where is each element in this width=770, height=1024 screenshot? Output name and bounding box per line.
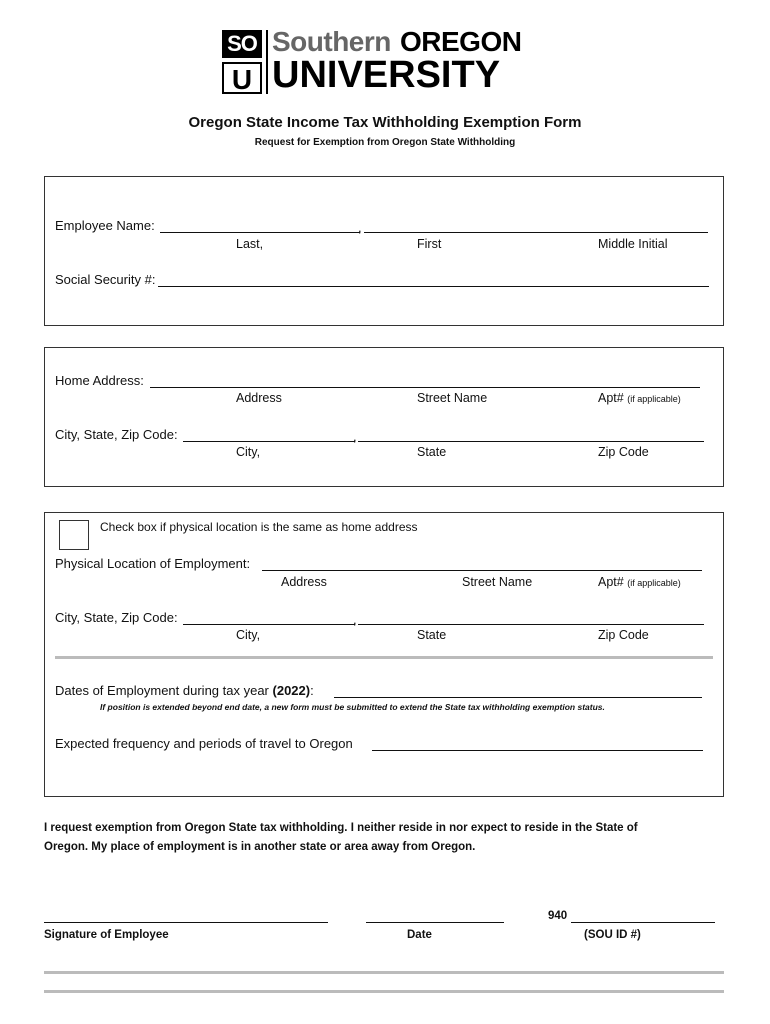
physical-zip-caption: Zip Code: [598, 628, 649, 642]
home-city-caption: City,: [236, 445, 261, 459]
section-divider: [55, 656, 713, 659]
ssn-field[interactable]: [158, 286, 709, 287]
statement-line-1: I request exemption from Oregon State tax withholding. I neither reside in nor expect to reside in the State of: [44, 822, 638, 834]
home-address-caption: Address: [236, 391, 282, 405]
physical-csz-comma: ,: [353, 612, 357, 627]
home-csz-comma: ,: [353, 429, 357, 444]
home-apt-text: Apt#: [598, 391, 624, 405]
ssn-label: Social Security #:: [55, 272, 156, 287]
form-subtitle: Request for Exemption from Oregon State Withholding: [254, 137, 516, 148]
physical-apt-caption: [598, 575, 681, 589]
logo-divider: [266, 30, 268, 94]
last-caption: Last,: [236, 237, 264, 251]
footer-rule-1: [44, 971, 724, 974]
physical-csz-label: City, State, Zip Code:: [55, 610, 178, 625]
same-address-checkbox[interactable]: [59, 520, 89, 550]
dates-note: If position is extended beyond end date, a new form must be submitted to extend the State tax withholding exemption status.: [100, 702, 605, 712]
dates-colon: :: [310, 683, 314, 698]
employment-section: [44, 512, 724, 797]
home-zip-caption: Zip Code: [598, 445, 649, 459]
home-csz-label: City, State, Zip Code:: [55, 427, 178, 442]
physical-street-caption: Street Name: [462, 575, 533, 589]
logo-mark-top: SO: [222, 30, 262, 58]
middle-initial-caption: Middle Initial: [598, 237, 668, 251]
physical-state-caption: State: [417, 628, 447, 642]
home-state-zip-field[interactable]: [358, 441, 704, 442]
physical-address-field[interactable]: [262, 570, 702, 571]
employee-info-section: [44, 176, 724, 326]
travel-label: Expected frequency and periods of travel to Oregon: [55, 736, 353, 751]
dates-label-text: Dates of Employment during tax year: [55, 683, 269, 698]
physical-address-caption: Address: [281, 575, 327, 589]
logo-mark-bottom: U: [222, 62, 262, 94]
travel-field[interactable]: [372, 750, 703, 751]
physical-location-label: Physical Location of Employment:: [55, 556, 251, 571]
date-field[interactable]: [366, 922, 504, 923]
first-caption: First: [417, 237, 442, 251]
home-apt-caption: [598, 391, 681, 405]
home-city-field[interactable]: [183, 441, 355, 442]
employee-last-name-field[interactable]: [160, 232, 360, 233]
sou-id-prefix: 940: [548, 910, 568, 922]
same-address-checkbox-label: Check box if physical location is the same as home address: [100, 520, 418, 534]
form-title: Oregon State Income Tax Withholding Exemption Form: [188, 114, 582, 131]
home-address-section: [44, 347, 724, 487]
signature-field[interactable]: [44, 922, 328, 923]
home-state-caption: State: [417, 445, 447, 459]
logo-word-oregon: OREGON: [400, 26, 522, 57]
employee-first-middle-field[interactable]: [364, 232, 708, 233]
statement-line-2: Oregon. My place of employment is in another state or area away from Oregon.: [44, 841, 476, 853]
dates-label: [55, 683, 314, 698]
employee-name-label: Employee Name:: [55, 218, 155, 233]
dates-of-employment-field[interactable]: [334, 697, 702, 698]
signature-caption: Signature of Employee: [44, 929, 169, 941]
physical-apt-text: Apt#: [598, 575, 624, 589]
home-street-caption: Street Name: [417, 391, 488, 405]
physical-state-zip-field[interactable]: [358, 624, 704, 625]
sou-id-caption: (SOU ID #): [584, 929, 641, 941]
logo-word-university: UNIVERSITY: [272, 54, 501, 96]
physical-city-caption: City,: [236, 628, 261, 642]
sou-id-field[interactable]: [571, 922, 715, 923]
home-apt-note: (if applicable): [627, 394, 681, 404]
name-comma: ,: [358, 220, 362, 235]
physical-apt-note: (if applicable): [627, 578, 681, 588]
home-address-label: Home Address:: [55, 373, 144, 388]
footer-rule-2: [44, 990, 724, 993]
tax-year: (2022): [272, 683, 311, 698]
date-caption: Date: [407, 929, 432, 941]
home-address-field[interactable]: [150, 387, 700, 388]
sou-logo: [222, 26, 552, 96]
logo-word-southern: Southern: [272, 26, 391, 57]
physical-city-field[interactable]: [183, 624, 355, 625]
